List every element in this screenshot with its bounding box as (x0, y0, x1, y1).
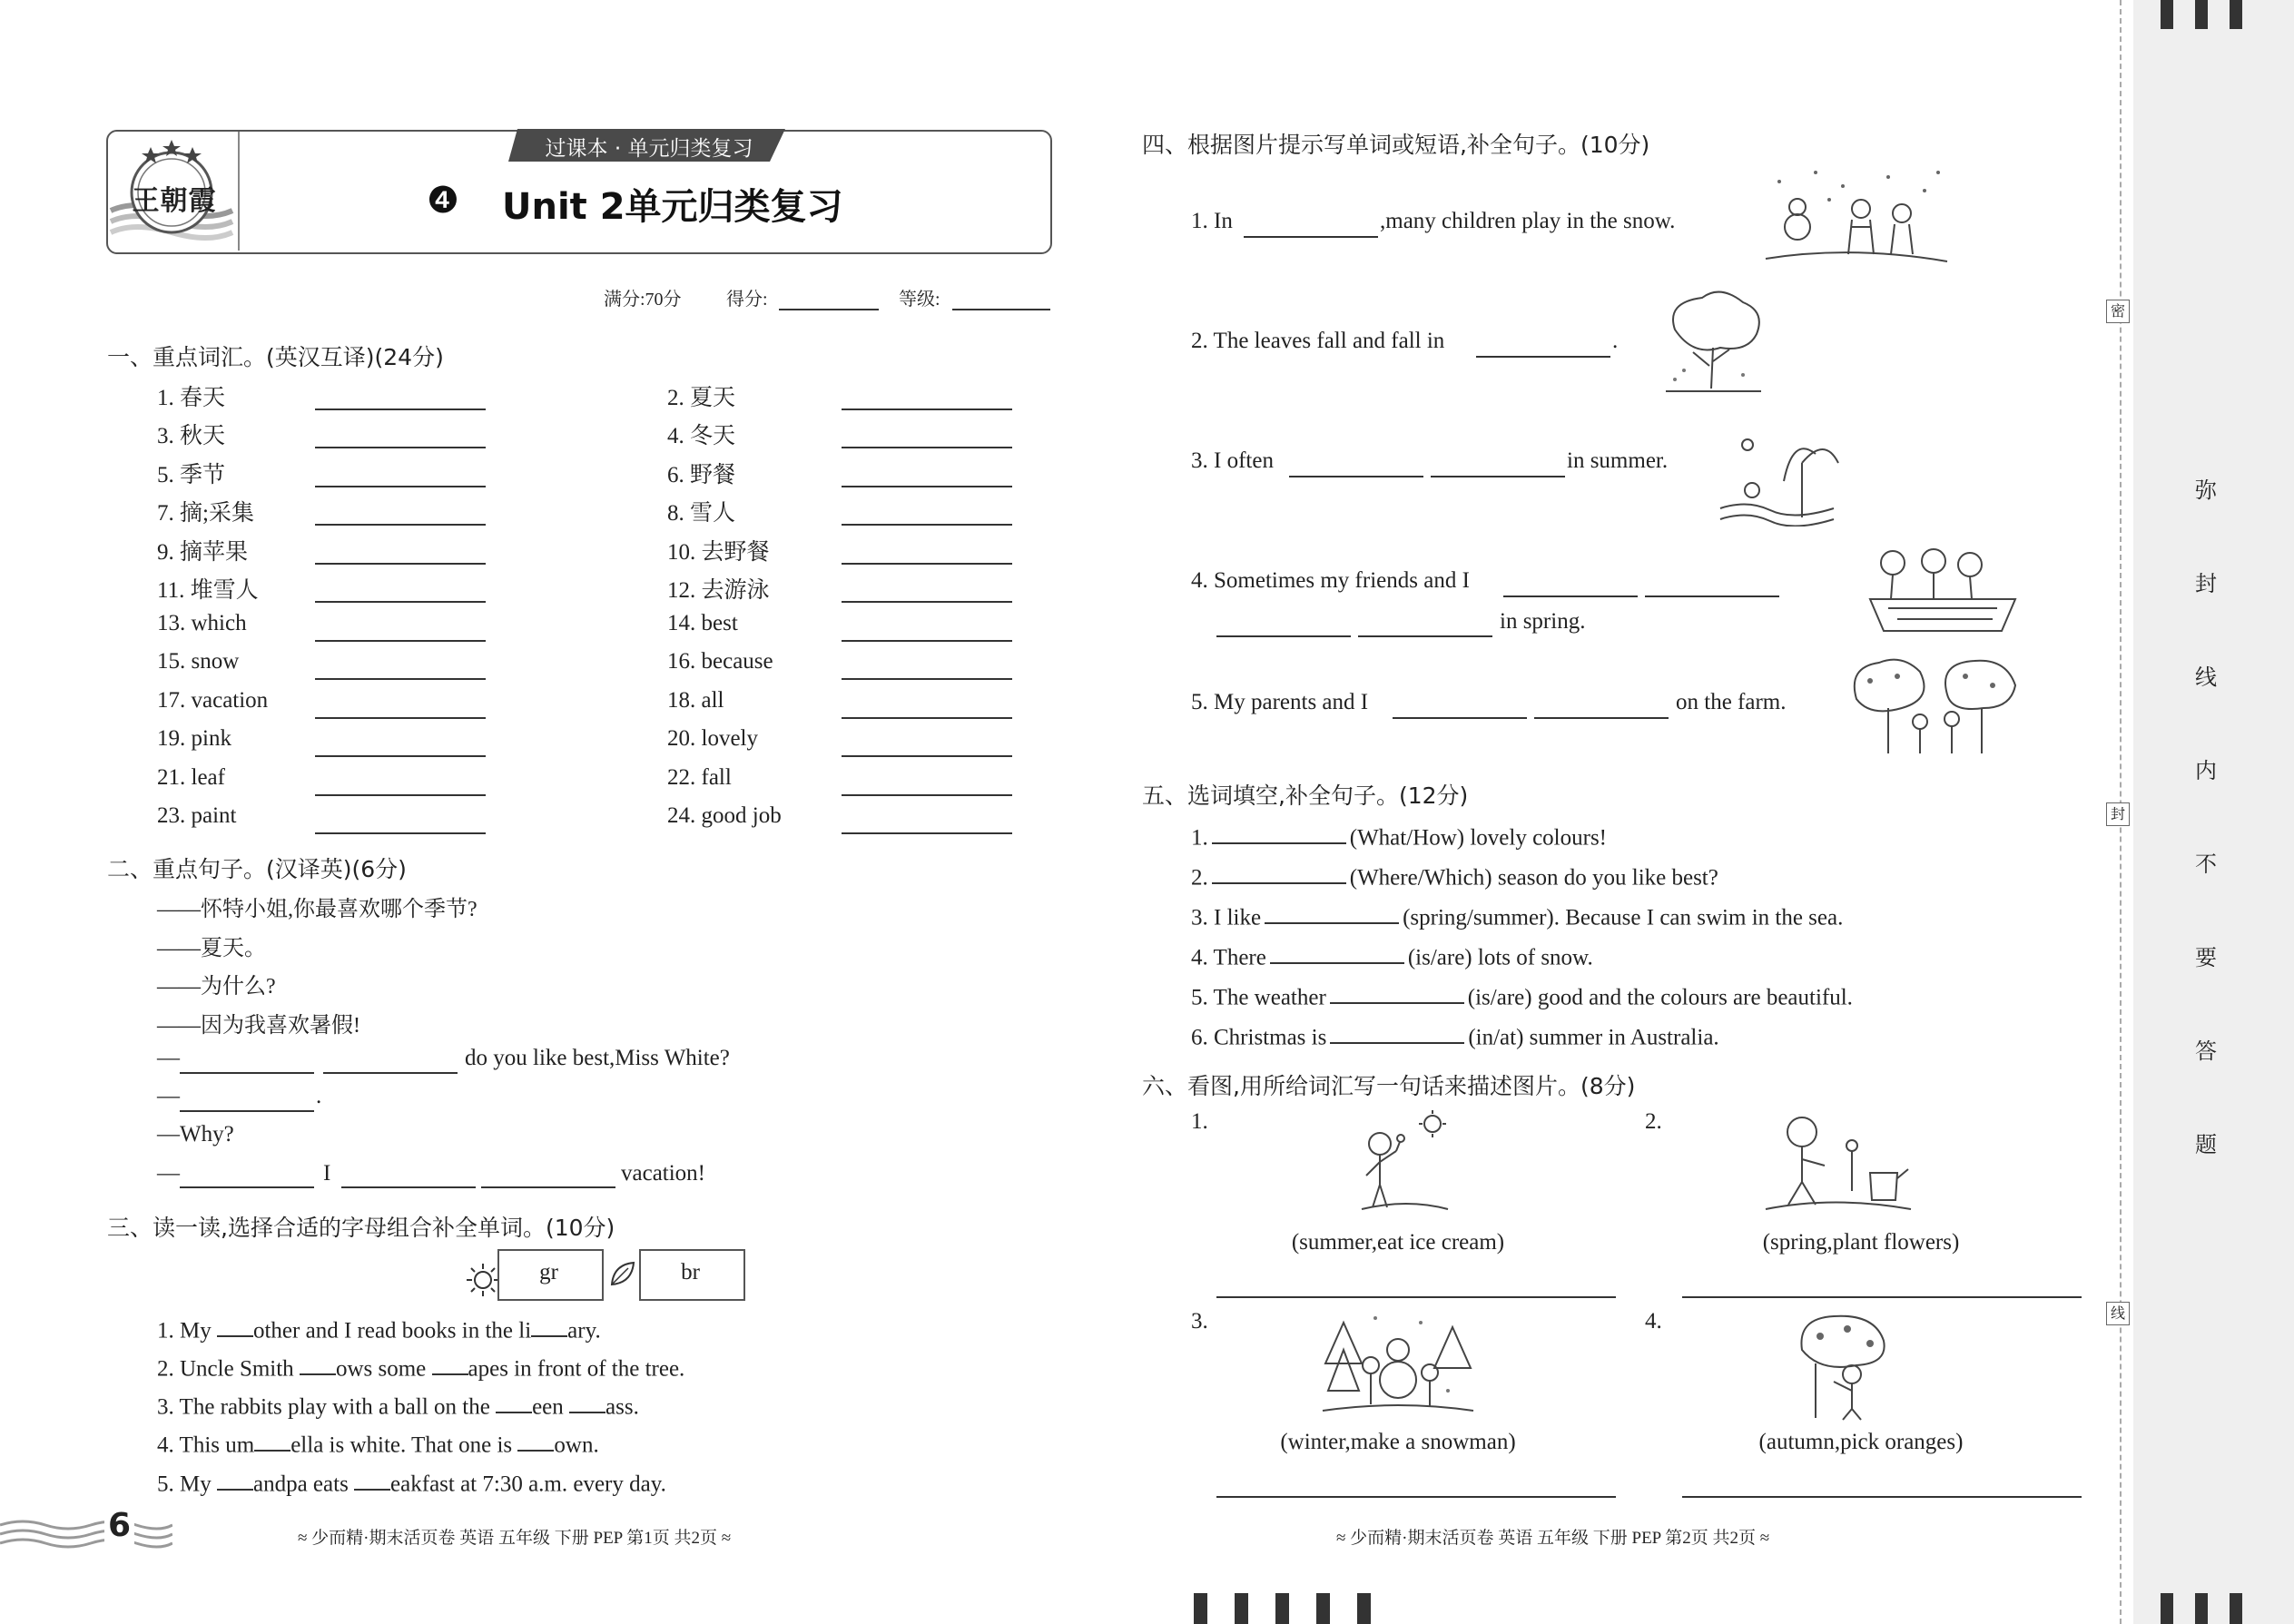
margin-char: 答 (2195, 1038, 2217, 1064)
section3-sentence (157, 1426, 599, 1458)
word-blank[interactable] (1212, 819, 1346, 844)
sentence-text: (in/at) summer in Australia. (1468, 1025, 1719, 1050)
vocab-answer-line[interactable] (315, 447, 486, 448)
letter-blank[interactable] (569, 1388, 605, 1413)
binding-mark (1275, 1593, 1289, 1624)
option-gr: gr (539, 1260, 558, 1284)
grade-line[interactable] (952, 309, 1050, 310)
s4-q2-a: 2. The leaves fall and fall in (1191, 329, 1445, 353)
s4-q3-blank-2[interactable] (1431, 476, 1565, 477)
s6-answer-line-1[interactable] (1216, 1296, 1616, 1298)
sun-icon (465, 1262, 501, 1298)
sentence-text: andpa eats (252, 1471, 355, 1497)
sentence-text: 2. Uncle Smith (157, 1356, 300, 1382)
en-blank-4a[interactable] (180, 1186, 314, 1188)
vocab-item-label: 4. 冬天 (667, 424, 736, 448)
margin-char: 内 (2195, 758, 2217, 783)
s6-num-4: 4. (1645, 1309, 1662, 1334)
s6-answer-line-3[interactable] (1216, 1496, 1616, 1498)
seal-mark-2: 封 (2106, 802, 2130, 826)
margin-char: 弥 (2195, 477, 2217, 503)
sentence-text: (spring/summer). Because I can swim in the sea. (1403, 905, 1844, 930)
vocab-answer-line[interactable] (315, 678, 486, 680)
binding-strip (2133, 0, 2294, 1624)
vocab-answer-line[interactable] (315, 794, 486, 796)
vocab-item-label: 16. because (667, 649, 773, 674)
section5-sentence (1191, 899, 1843, 930)
vocab-item-label: 6. 野餐 (667, 463, 736, 487)
vocab-item-label: 1. 春天 (157, 386, 226, 410)
section3-title: 三、读一读,选择合适的字母组合补全单词。(10分) (107, 1215, 615, 1241)
footer-left: ≈ 少而精·期末活页卷 英语 五年级 下册 PEP 第1页 共2页 ≈ (298, 1529, 732, 1548)
s4-q1-b: ,many children play in the snow. (1380, 209, 1676, 233)
sentence-text: (is/are) lots of snow. (1407, 945, 1593, 970)
vocab-item-label: 18. all (667, 688, 724, 713)
section4-title: 四、根据图片提示写单词或短语,补全句子。(10分) (1142, 132, 1650, 158)
letter-blank[interactable] (254, 1426, 290, 1452)
vocab-answer-line[interactable] (842, 640, 1012, 642)
sentence-text: 1. My (157, 1318, 217, 1343)
vocab-item-label: 20. lovely (667, 726, 758, 751)
vocab-answer-line[interactable] (842, 717, 1012, 719)
vocab-answer-line[interactable] (842, 486, 1012, 487)
s4-q4-b: in spring. (1500, 609, 1586, 634)
s6-answer-line-4[interactable] (1682, 1496, 2082, 1498)
letter-blank[interactable] (432, 1350, 468, 1375)
binding-mark (2230, 1593, 2242, 1624)
unit-number: ❹ (427, 180, 459, 221)
vocab-item-label: 15. snow (157, 649, 240, 674)
section5-sentence (1191, 939, 1593, 970)
s6-answer-line-2[interactable] (1682, 1296, 2082, 1298)
sentence-text: 3. The rabbits play with a ball on the (157, 1394, 497, 1420)
sentence-text: other and I read books in the li (252, 1318, 532, 1343)
binding-mark (2195, 0, 2208, 29)
s4-q5-b: on the farm. (1676, 690, 1787, 714)
s4-q5-blank-2[interactable] (1534, 717, 1669, 719)
logo-text: 王朝霞 (132, 185, 217, 217)
s4-q1-blank[interactable] (1244, 236, 1378, 238)
word-blank[interactable] (1265, 899, 1399, 924)
vocab-item-label: 24. good job (667, 803, 782, 828)
binding-mark (1357, 1593, 1371, 1624)
s6-num-1: 1. (1191, 1109, 1208, 1134)
vocab-item-label: 9. 摘苹果 (157, 540, 249, 565)
word-blank[interactable] (1270, 939, 1404, 964)
sentence-text: (Where/Which) season do you like best? (1349, 865, 1718, 891)
sentence-text: ass. (605, 1394, 639, 1420)
snow-play-picture (1761, 163, 1952, 272)
vocab-item-label: 11. 堆雪人 (157, 578, 259, 603)
sentence-text: eakfast at 7:30 a.m. every day. (390, 1471, 666, 1497)
word-blank[interactable] (1330, 979, 1464, 1004)
en-dash-1: — (157, 1046, 180, 1070)
vocab-item-label: 21. leaf (157, 765, 225, 790)
score-got-line[interactable] (779, 309, 879, 310)
sentence-text: 5. My (157, 1471, 217, 1497)
en-blank-1a[interactable] (180, 1072, 314, 1074)
s4-q4-blank-1[interactable] (1503, 595, 1638, 597)
winter-snowman-picture (1321, 1309, 1475, 1418)
en-dash-4: — (157, 1161, 180, 1186)
vocab-item-label: 13. which (157, 611, 247, 635)
vocab-item-label: 14. best (667, 611, 738, 635)
cn-line-4: ——因为我喜欢暑假! (157, 1014, 360, 1038)
vocab-answer-line[interactable] (842, 408, 1012, 410)
word-blank[interactable] (1330, 1019, 1464, 1044)
s6-hint-1: (summer,eat ice cream) (1291, 1230, 1505, 1255)
section5-sentence (1191, 1019, 1719, 1050)
vocab-answer-line[interactable] (842, 447, 1012, 448)
summer-swim-picture (1716, 427, 1843, 527)
letter-blank[interactable] (496, 1388, 532, 1413)
en-blank-2[interactable] (180, 1110, 314, 1112)
section5-sentence (1191, 819, 1607, 851)
section3-sentence (157, 1312, 601, 1343)
score-got-label: 得分: (726, 290, 768, 310)
vocab-answer-line[interactable] (315, 408, 486, 410)
sentence-text: ella is white. That one is (290, 1432, 518, 1458)
vocab-answer-line[interactable] (315, 601, 486, 603)
footer-wave (0, 1516, 172, 1552)
s4-q2-b: . (1612, 329, 1619, 353)
en-line-4-i: I (323, 1161, 331, 1186)
vocab-answer-line[interactable] (315, 563, 486, 565)
s4-q4-blank-4[interactable] (1358, 635, 1492, 637)
letter-blank[interactable] (517, 1426, 554, 1452)
sentence-text: (is/are) good and the colours are beautiful. (1467, 985, 1853, 1010)
section3-sentence (157, 1465, 666, 1497)
binding-mark (2230, 0, 2242, 29)
letter-blank[interactable] (354, 1465, 390, 1491)
s6-num-3: 3. (1191, 1309, 1208, 1334)
en-line-2: . (316, 1084, 322, 1108)
sentence-text: apes in front of the tree. (468, 1356, 685, 1382)
vocab-answer-line[interactable] (842, 563, 1012, 565)
section6-title: 六、看图,用所给词汇写一句话来描述图片。(8分) (1142, 1073, 1636, 1099)
option-br: br (681, 1260, 700, 1284)
s4-q3-blank-1[interactable] (1289, 476, 1423, 477)
en-blank-4b[interactable] (341, 1186, 476, 1188)
s4-q3-a: 3. I often (1191, 448, 1274, 473)
sentence-text: een (532, 1394, 570, 1420)
vocab-item-label: 19. pink (157, 726, 231, 751)
sentence-text: 4. There (1191, 945, 1266, 970)
farm-apple-picture (1847, 654, 2024, 763)
vocab-answer-line[interactable] (315, 832, 486, 834)
section5-title: 五、选词填空,补全句子。(12分) (1142, 782, 1469, 809)
spring-planting-picture (1761, 1109, 1915, 1218)
en-dash-2: — (157, 1084, 180, 1108)
vocab-answer-line[interactable] (315, 640, 486, 642)
vocab-answer-line[interactable] (842, 832, 1012, 834)
vocab-item-label: 23. paint (157, 803, 237, 828)
vocab-item-label: 7. 摘;采集 (157, 501, 254, 526)
vocab-answer-line[interactable] (842, 601, 1012, 603)
margin-char: 要 (2195, 945, 2217, 970)
binding-mark (2195, 1593, 2208, 1624)
sentence-text: 1. (1191, 825, 1208, 851)
vocab-item-label: 17. vacation (157, 688, 269, 713)
binding-mark (2161, 0, 2173, 29)
seal-mark-1: 密 (2106, 300, 2130, 323)
vocab-item-label: 5. 季节 (157, 463, 226, 487)
letter-blank[interactable] (217, 1465, 253, 1491)
section3-sentence (157, 1350, 684, 1382)
autumn-oranges-picture (1793, 1309, 1893, 1422)
vocab-answer-line[interactable] (842, 678, 1012, 680)
s4-q1-a: 1. In (1191, 209, 1233, 233)
s4-q3-b: in summer. (1567, 448, 1669, 473)
footer-right: ≈ 少而精·期末活页卷 英语 五年级 下册 PEP 第2页 共2页 ≈ (1336, 1529, 1770, 1548)
vocab-item-label: 3. 秋天 (157, 424, 226, 448)
vocab-answer-line[interactable] (842, 755, 1012, 757)
en-line-3: —Why? (157, 1122, 234, 1147)
score-full: 满分:70分 (604, 290, 682, 310)
sentence-text: ary. (567, 1318, 601, 1343)
page-number: 6 (104, 1507, 134, 1544)
cn-line-2: ——夏天。 (157, 937, 266, 960)
cn-line-3: ——为什么? (157, 975, 276, 999)
s6-hint-4: (autumn,pick oranges) (1758, 1430, 1964, 1454)
binding-mark (2161, 1593, 2173, 1624)
vocab-item-label: 12. 去游泳 (667, 578, 770, 603)
section5-sentence (1191, 979, 1853, 1010)
header-banner-text: 过课本 · 单元归类复习 (545, 137, 753, 161)
s6-hint-3: (winter,make a snowman) (1280, 1430, 1516, 1454)
sentence-text: 6. Christmas is (1191, 1025, 1327, 1050)
vocab-answer-line[interactable] (315, 755, 486, 757)
s4-q5-a: 5. My parents and I (1191, 690, 1369, 714)
vocab-answer-line[interactable] (315, 524, 486, 526)
vocab-item-label: 22. fall (667, 765, 732, 790)
grade-label: 等级: (899, 290, 940, 310)
leaf-icon (606, 1257, 639, 1290)
vocab-answer-line[interactable] (315, 717, 486, 719)
en-line-4-end: vacation! (621, 1161, 706, 1186)
letter-blank[interactable] (217, 1312, 253, 1337)
binding-mark (1235, 1593, 1248, 1624)
summer-icecream-picture (1353, 1107, 1452, 1216)
s4-q4-blank-3[interactable] (1216, 635, 1351, 637)
word-blank[interactable] (1212, 859, 1346, 884)
s6-hint-2: (spring,plant flowers) (1762, 1230, 1960, 1255)
s4-q2-blank[interactable] (1476, 356, 1610, 358)
binding-mark (1316, 1593, 1330, 1624)
seal-mark-3: 线 (2106, 1302, 2130, 1325)
section2-title: 二、重点句子。(汉译英)(6分) (107, 856, 407, 882)
margin-char: 题 (2195, 1132, 2217, 1157)
page-title: Unit 2单元归类复习 (502, 186, 843, 228)
sentence-text: 4. This um (157, 1432, 255, 1458)
autumn-tree-picture (1657, 284, 1770, 398)
binding-mark (1194, 1593, 1207, 1624)
margin-char: 不 (2195, 851, 2217, 877)
en-blank-4c[interactable] (481, 1186, 615, 1188)
vocab-item-label: 10. 去野餐 (667, 540, 770, 565)
vocab-answer-line[interactable] (842, 794, 1012, 796)
sentence-text: 5. The weather (1191, 985, 1326, 1010)
s4-q5-blank-1[interactable] (1393, 717, 1527, 719)
sentence-text: own. (554, 1432, 599, 1458)
vocab-answer-line[interactable] (842, 524, 1012, 526)
section5-sentence (1191, 859, 1718, 891)
s6-num-2: 2. (1645, 1109, 1662, 1134)
vocab-answer-line[interactable] (315, 486, 486, 487)
sentence-text: (What/How) lovely colours! (1349, 825, 1608, 851)
header-divider (238, 132, 240, 251)
vocab-item-label: 8. 雪人 (667, 501, 736, 526)
cn-line-1: ——怀特小姐,你最喜欢哪个季节? (157, 898, 478, 921)
letter-blank[interactable] (531, 1312, 567, 1337)
sentence-text: ows some (335, 1356, 432, 1382)
en-blank-1b[interactable] (323, 1072, 458, 1074)
section3-sentence (157, 1388, 639, 1420)
sentence-text: 2. (1191, 865, 1208, 891)
letter-blank[interactable] (300, 1350, 336, 1375)
vocab-item-label: 2. 夏天 (667, 386, 736, 410)
sentence-text: 3. I like (1191, 905, 1262, 930)
margin-char: 线 (2195, 664, 2217, 690)
margin-char: 封 (2195, 571, 2217, 596)
en-line-1: do you like best,Miss White? (465, 1046, 730, 1070)
spring-picnic-picture (1866, 545, 2020, 635)
s4-q4-blank-2[interactable] (1645, 595, 1779, 597)
section1-title: 一、重点词汇。(英汉互译)(24分) (107, 344, 444, 370)
s4-q4-a: 4. Sometimes my friends and I (1191, 568, 1470, 593)
